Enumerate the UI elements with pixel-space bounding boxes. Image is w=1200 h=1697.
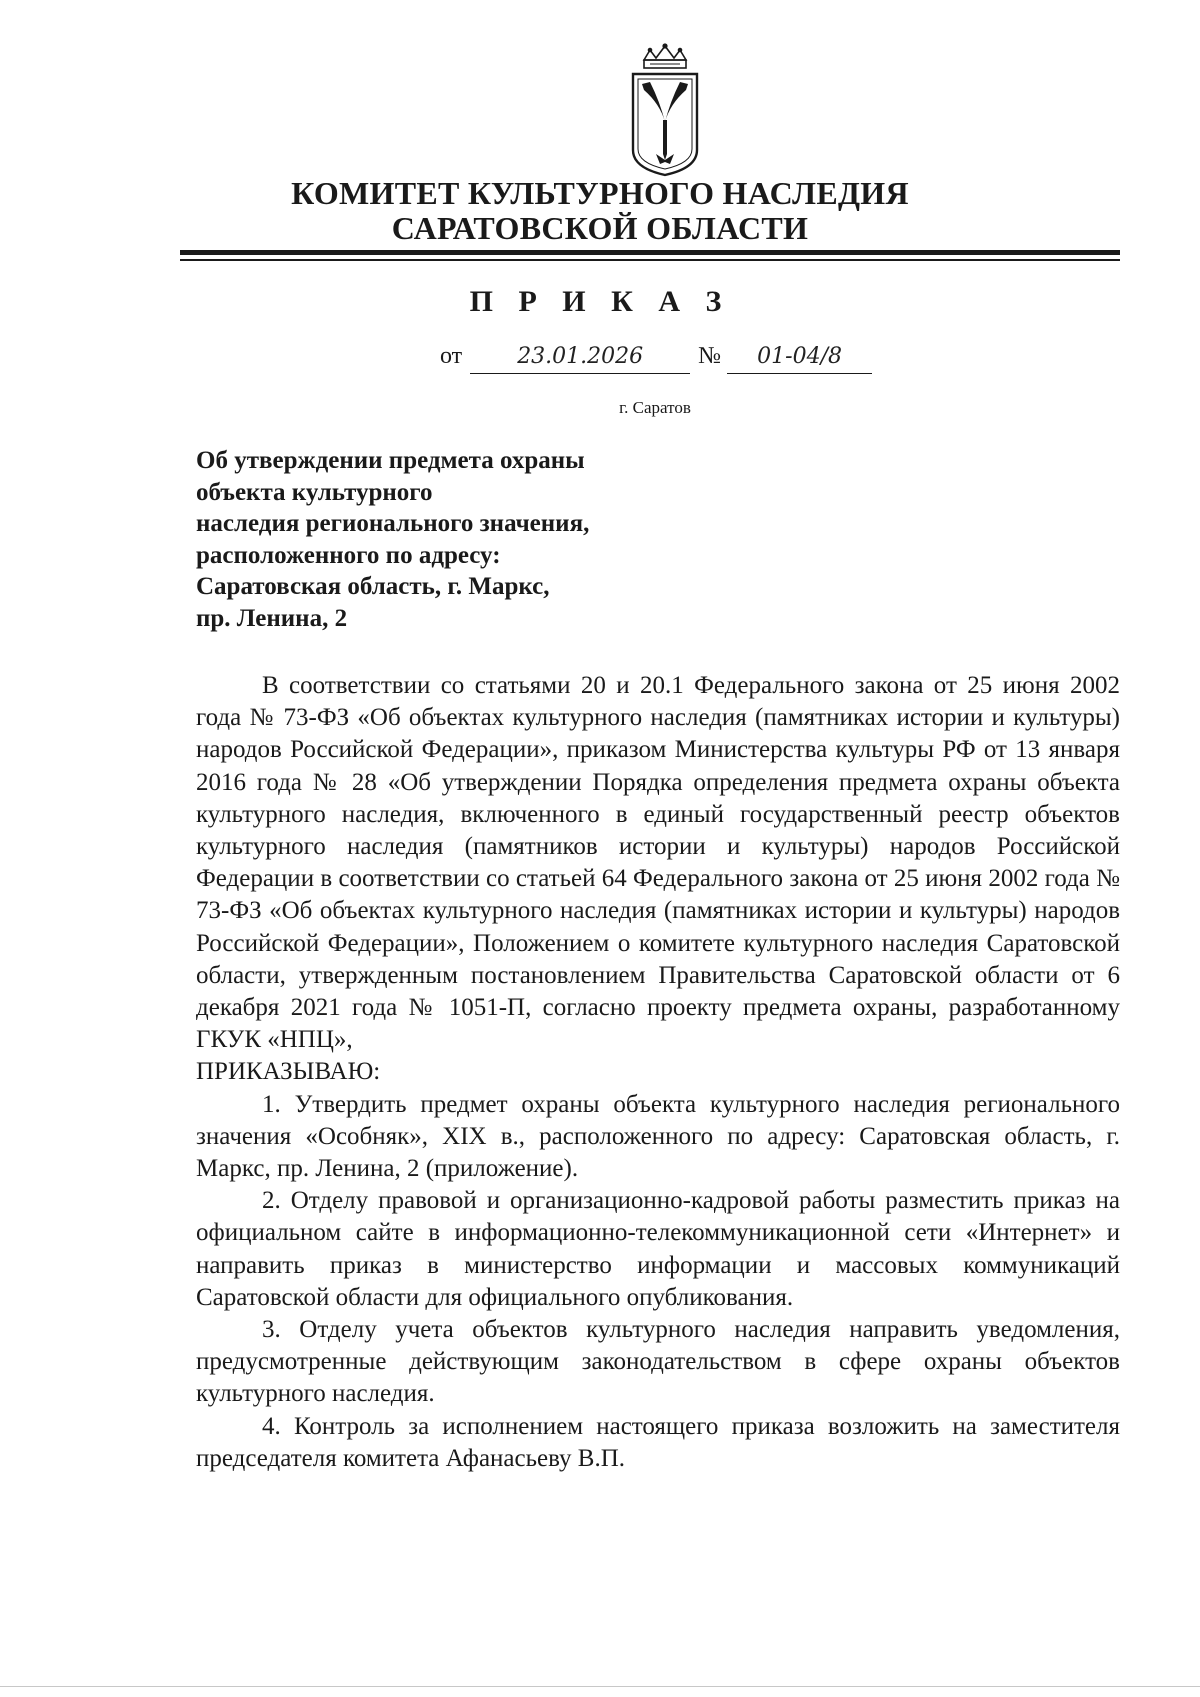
order-item: 3. Отделу учета объектов культурного наследия направить уведомления, предусмотренные действующим законодательством в сфере охраны объектов культурного наследия. [196, 1316, 1120, 1408]
date-prefix: от [440, 343, 463, 369]
date-number-line [440, 343, 872, 374]
number-prefix: № [698, 343, 722, 369]
city-label: г. Саратов [619, 398, 691, 417]
handwritten-date: 23.01.2026 [470, 343, 690, 374]
preamble-paragraph: В соответствии со статьями 20 и 20.1 Федерального закона от 25 июня 2002 года № 73-ФЗ «Об объектах культурного наследия (памятниках истории и культуры) народов Российской Федерации», приказом Министерства культуры РФ от 13 января 2016 года № 28 «Об утверждении Порядка определения предмета охраны объекта культурного наследия, включенного в единый государственный реестр объектов культурного наследия (памятников истории и культуры) народов Российской Федерации в соответствии со статьей 64 Федерального закона от 25 июня 2002 года № 73-ФЗ «Об объектах культурного наследия (памятниках истории и культуры) народов Российской Федерации», Положением о комитете культурного наследия Саратовской области, утвержденным постановлением Правительства Саратовской области от 6 декабря 2021 года № 1051-П, согласно проекту предмета охраны, разработанному ГКУК «НПЦ», [196, 672, 1120, 1054]
coat-of-arms-icon [630, 42, 700, 177]
subject-line: расположенного по адресу: [196, 541, 501, 569]
header-rule-thin [180, 259, 1120, 261]
order-item: 2. Отделу правовой и организационно-кадровой работы разместить приказ на официальном сайте в информационно-телекоммуникационной сети «Интернет» и направить приказ в министерство информации и массовых коммуникаций Саратовской области для официального опубликования. [196, 1187, 1120, 1311]
org-name-line1: КОМИТЕТ КУЛЬТУРНОГО НАСЛЕДИЯ [291, 175, 909, 211]
page-bottom-line [0, 1686, 1200, 1687]
handwritten-number: 01-04/8 [727, 343, 872, 374]
org-name-line2: САРАТОВСКОЙ ОБЛАСТИ [391, 210, 809, 246]
subject-line: наследия регионального значения, [196, 510, 590, 537]
subject-heading [196, 445, 589, 634]
order-item: 1. Утвердить предмет охраны объекта культурного наследия регионального значения «Особняк», XIX в., расположенного по адресу: Саратовская область, г. Маркс, пр. Ленина, 2 (приложение). [196, 1090, 1120, 1183]
document-type-title: П Р И К А З [469, 285, 731, 318]
subject-line: Саратовская область, г. Маркс, [196, 573, 550, 600]
header-rule-thick [180, 250, 1120, 255]
order-item: 4. Контроль за исполнением настоящего приказа возложить на заместителя председателя комитета Афанасьеву В.П. [196, 1412, 1120, 1472]
subject-line: Об утверждении предмета охраны [196, 447, 585, 474]
document-body [196, 670, 1120, 1475]
subject-line: пр. Ленина, 2 [196, 604, 348, 632]
subject-line: объекта культурного [196, 478, 433, 506]
order-word: ПРИКАЗЫВАЮ: [196, 1058, 381, 1086]
